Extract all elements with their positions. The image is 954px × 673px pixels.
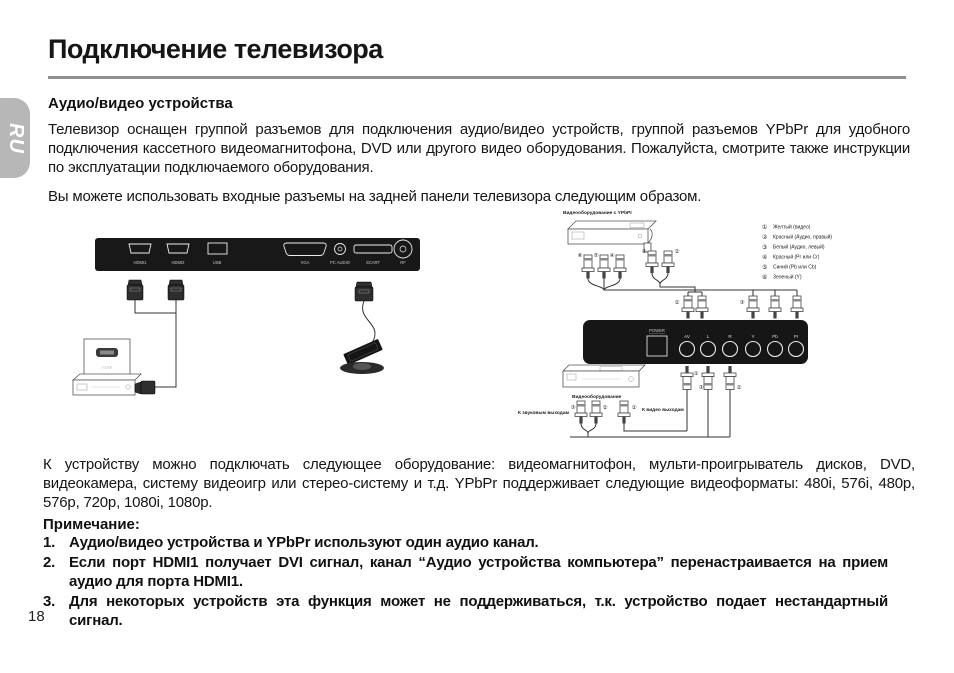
jack-label-l: L xyxy=(706,334,710,339)
note-item xyxy=(43,533,888,553)
hdmi-plug-device xyxy=(135,381,155,394)
note-number: 3. xyxy=(43,592,56,610)
device-output-plugs xyxy=(571,401,637,424)
panel-audio-plugs xyxy=(675,296,708,319)
svg-text:⑥: ⑥ xyxy=(762,275,768,281)
svg-text:Красный (Аудио, правый): Красный (Аудио, правый) xyxy=(773,234,833,241)
below-panel-plugs xyxy=(681,366,742,391)
power-label: POWER xyxy=(649,328,665,333)
svg-text:③: ③ xyxy=(570,405,576,411)
svg-text:①: ① xyxy=(693,371,699,377)
intro-paragraph: Телевизор оснащен группой разъемов для подключения аудио/видео устройств, группой разъемов YPbPr для удобного подключения кассетного видеомагнитофона, DVD или другого видео оборудования. Пожалуйста, смотрите также инструкции по эксплуатации подключаемого оборудования. xyxy=(48,121,910,176)
svg-text:Красный (Pr или Cr): Красный (Pr или Cr) xyxy=(773,254,820,261)
video-device-label: Видеооборудование xyxy=(572,395,622,400)
svg-text:③: ③ xyxy=(698,385,704,391)
note-item xyxy=(43,553,888,592)
page-title: Подключение телевизора xyxy=(48,34,383,64)
port-label-vga: VGA xyxy=(300,260,310,265)
svg-text:Белый (Аудио, левый): Белый (Аудио, левый) xyxy=(773,244,825,251)
port-label-scart: SCART xyxy=(365,260,381,265)
svg-text:②: ② xyxy=(674,249,680,255)
jack-label-pr: Pr xyxy=(793,334,799,339)
page-number: 18 xyxy=(28,608,45,625)
svg-text:②: ② xyxy=(736,385,742,391)
scart-cable xyxy=(363,301,375,343)
svg-text:①: ① xyxy=(631,405,637,411)
scart-adapter xyxy=(340,339,384,374)
video-outputs-label: К видео выходам xyxy=(642,408,684,413)
section-heading: Аудио/видео устройства xyxy=(48,95,233,112)
panel-component-plugs xyxy=(740,296,803,319)
svg-text:④: ④ xyxy=(762,255,768,261)
hdmi-plug-1 xyxy=(127,280,143,300)
tv-side-panel xyxy=(583,320,808,364)
tv-rear-panel xyxy=(95,238,420,271)
connection-diagram xyxy=(40,203,920,447)
port-label-rf: RF xyxy=(400,260,406,265)
hdmi-callout-label: HDMI xyxy=(101,365,113,370)
svg-text:⑥: ⑥ xyxy=(577,253,583,259)
svg-text:Зеленый (Y): Зеленый (Y) xyxy=(773,274,802,281)
audio-outputs-label: К звуковым выходам xyxy=(518,411,570,416)
svg-text:②: ② xyxy=(674,300,680,306)
connector-color-legend xyxy=(762,224,832,282)
video-device xyxy=(563,365,645,387)
devices-paragraph: К устройству можно подключать следующее оборудование: видеомагнитофон, мульти-проигрыватель дисков, DVD, видеокамера, систему видеоигр или стерео-систему и т.д. YPbPr поддерживает следующие видеоформаты: 480i, 576i, 480p, 576p, 720p, 1080i, 1080p. xyxy=(43,456,915,511)
port-label-hdmi1: HDMI1 xyxy=(133,260,147,265)
svg-text:②: ② xyxy=(762,235,768,241)
svg-text:⑤: ⑤ xyxy=(762,265,768,271)
svg-text:③: ③ xyxy=(739,300,745,306)
note-heading: Примечание: xyxy=(43,516,140,533)
svg-text:③: ③ xyxy=(762,245,768,251)
notes-list xyxy=(43,533,888,631)
ypbpr-source-label: Видеооборудование с YPbPr xyxy=(563,211,633,216)
note-text: Аудио/видео устройства и YPbPr используют один аудио канал. xyxy=(69,534,539,551)
note-text: Если порт HDMI1 получает DVI сигнал, канал “Аудио устройства компьютера” перенастраивается на прием аудио для порта HDMI1. xyxy=(69,553,888,590)
jack-label-av: AV xyxy=(684,334,690,339)
svg-text:③: ③ xyxy=(641,249,647,255)
hdmi-plug-2 xyxy=(168,280,184,300)
hdmi-source-device xyxy=(73,374,141,395)
ypbpr-source-device xyxy=(568,221,656,252)
note-item xyxy=(43,592,888,631)
port-label-usb: USB xyxy=(212,260,222,265)
note-text: Для некоторых устройств эта функция может не поддерживаться, т.к. устройство подает нестандартный сигнал. xyxy=(69,592,888,629)
svg-text:①: ① xyxy=(762,225,768,231)
note-number: 2. xyxy=(43,553,56,571)
svg-text:②: ② xyxy=(602,405,608,411)
title-rule xyxy=(48,76,906,79)
hdmi-cable-1 xyxy=(135,300,176,313)
jack-label-pb: Pb xyxy=(772,334,778,339)
language-tab xyxy=(0,98,30,178)
scart-plug xyxy=(355,282,373,301)
port-label-hdmi2: HDMI2 xyxy=(171,260,185,265)
jack-label-r: R xyxy=(728,334,732,339)
svg-text:Синий (Pb или Cb): Синий (Pb или Cb) xyxy=(773,264,817,271)
jack-label-y: Y xyxy=(751,334,755,339)
note-number: 1. xyxy=(43,534,56,551)
language-tab-label: RU xyxy=(4,122,27,154)
port-label-pc-audio: PC AUDIO xyxy=(329,260,351,265)
svg-text:⑤: ⑤ xyxy=(593,253,599,259)
audio-wiring xyxy=(652,273,702,296)
usage-paragraph: Вы можете использовать входные разъемы на задней панели телевизора следующим образом. xyxy=(48,188,702,205)
source-component-plugs xyxy=(578,253,626,279)
svg-text:④: ④ xyxy=(609,253,615,259)
svg-text:Желтый (видео): Желтый (видео) xyxy=(773,224,811,231)
